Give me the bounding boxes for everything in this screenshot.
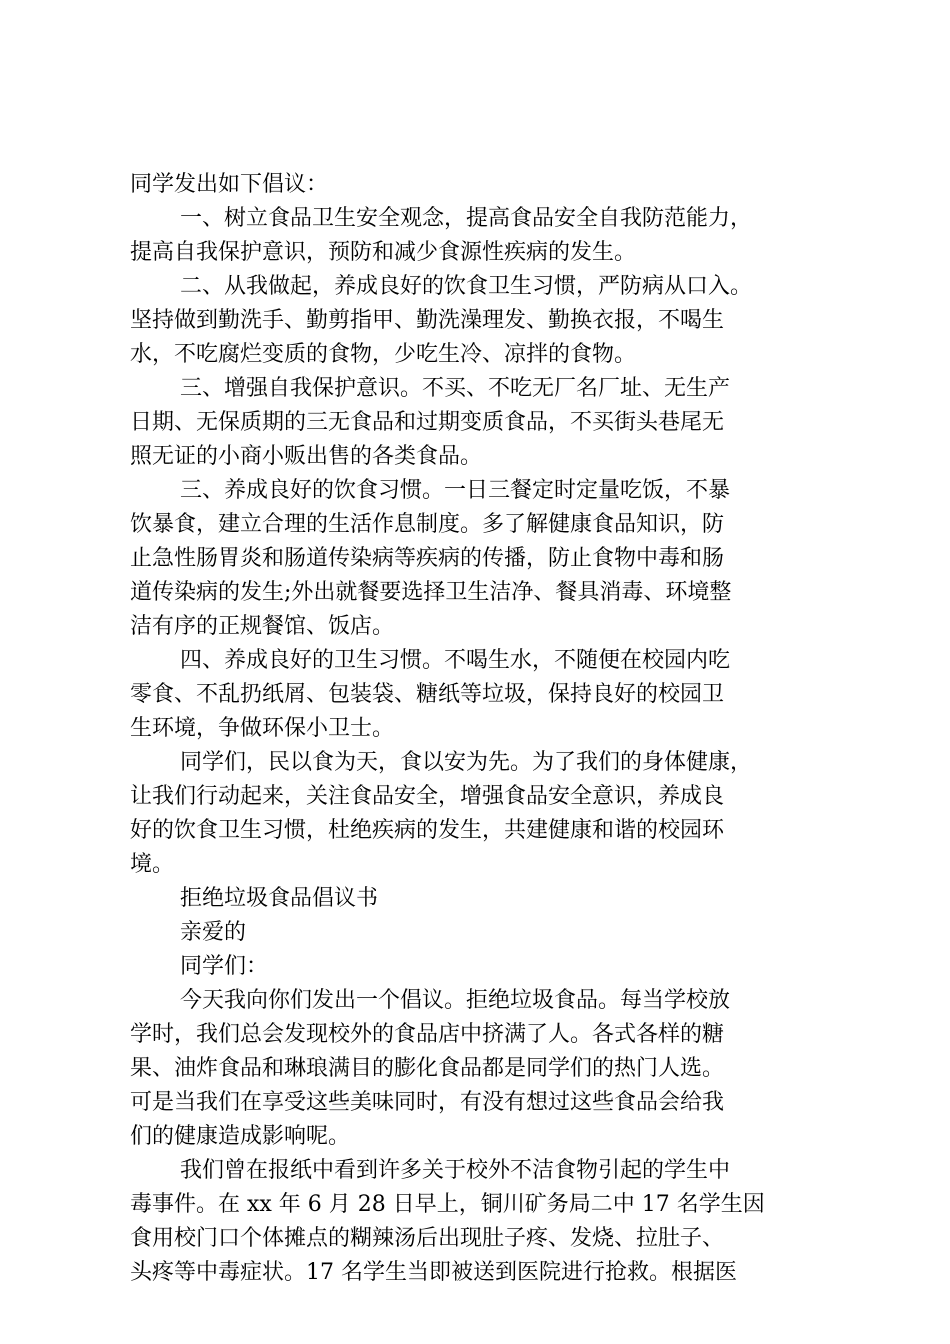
- text-line: 饮暴食，建立合理的生活作息制度。多了解健康食品知识，防: [130, 512, 725, 537]
- text-line: 三、增强自我保护意识。不买、不吃无厂名厂址、无生产: [180, 376, 731, 401]
- text-line: 可是当我们在享受这些美味同时，有没有想过这些食品会给我: [130, 1090, 725, 1115]
- text-line: 洁有序的正规餐馆、饭店。: [130, 614, 395, 639]
- text-line: 同学们，民以食为天，食以安为先。为了我们的身体健康，: [180, 750, 753, 775]
- text-line: 毒事件。在 xx 年 6 月 28 日早上，铜川矿务局二中 17 名学生因: [130, 1192, 765, 1217]
- text-line: 止急性肠胃炎和肠道传染病等疾病的传播，防止食物中毒和肠: [130, 546, 725, 571]
- text-line: 同学发出如下倡议：: [130, 172, 329, 197]
- text-line: 道传染病的发生;外出就餐要选择卫生洁净、餐具消毒、环境整: [130, 580, 732, 605]
- text-line: 四、养成良好的卫生习惯。不喝生水，不随便在校园内吃: [180, 648, 731, 673]
- text-line: 食用校门口个体摊点的糊辣汤后出现肚子疼、发烧、拉肚子、: [130, 1226, 725, 1251]
- text-line: 零食、不乱扔纸屑、包装袋、糖纸等垃圾，保持良好的校园卫: [130, 682, 725, 707]
- text-line: 们的健康造成影响呢。: [130, 1124, 351, 1149]
- text-line: 好的饮食卫生习惯，杜绝疾病的发生，共建健康和谐的校园环: [130, 818, 725, 843]
- salutation: 亲爱的: [180, 920, 247, 945]
- salutation: 同学们：: [180, 954, 269, 979]
- text-line: 坚持做到勤洗手、勤剪指甲、勤洗澡理发、勤换衣报，不喝生: [130, 308, 725, 333]
- text-line: 生环境，争做环保小卫士。: [130, 716, 395, 741]
- text-line: 果、油炸食品和琳琅满目的膨化食品都是同学们的热门人选。: [130, 1056, 725, 1081]
- text-line: 水，不吃腐烂变质的食物，少吃生冷、凉拌的食物。: [130, 342, 637, 367]
- text-line: 一、树立食品卫生安全观念，提高食品安全自我防范能力，: [180, 206, 753, 231]
- text-line: 提高自我保护意识，预防和减少食源性疾病的发生。: [130, 240, 637, 265]
- document-body: [130, 168, 850, 1290]
- text-line: 三、养成良好的饮食习惯。一日三餐定时定量吃饭，不暴: [180, 478, 731, 503]
- text-line: 境。: [130, 852, 175, 877]
- section-title: 拒绝垃圾食品倡议书: [180, 886, 379, 911]
- text-line: 日期、无保质期的三无食品和过期变质食品，不买街头巷尾无: [130, 410, 725, 435]
- text-line: 二、从我做起，养成良好的饮食卫生习惯，严防病从口入。: [180, 274, 753, 299]
- text-line: 头疼等中毒症状。17 名学生当即被送到医院进行抢救。根据医: [130, 1260, 737, 1285]
- text-line: 今天我向你们发出一个倡议。拒绝垃圾食品。每当学校放: [180, 988, 731, 1013]
- text-line: 让我们行动起来，关注食品安全，增强食品安全意识，养成良: [130, 784, 725, 809]
- text-line: 我们曾在报纸中看到许多关于校外不洁食物引起的学生中: [180, 1158, 731, 1183]
- text-line: 照无证的小商小贩出售的各类食品。: [130, 444, 483, 469]
- text-line: 学时，我们总会发现校外的食品店中挤满了人。各式各样的糖: [130, 1022, 725, 1047]
